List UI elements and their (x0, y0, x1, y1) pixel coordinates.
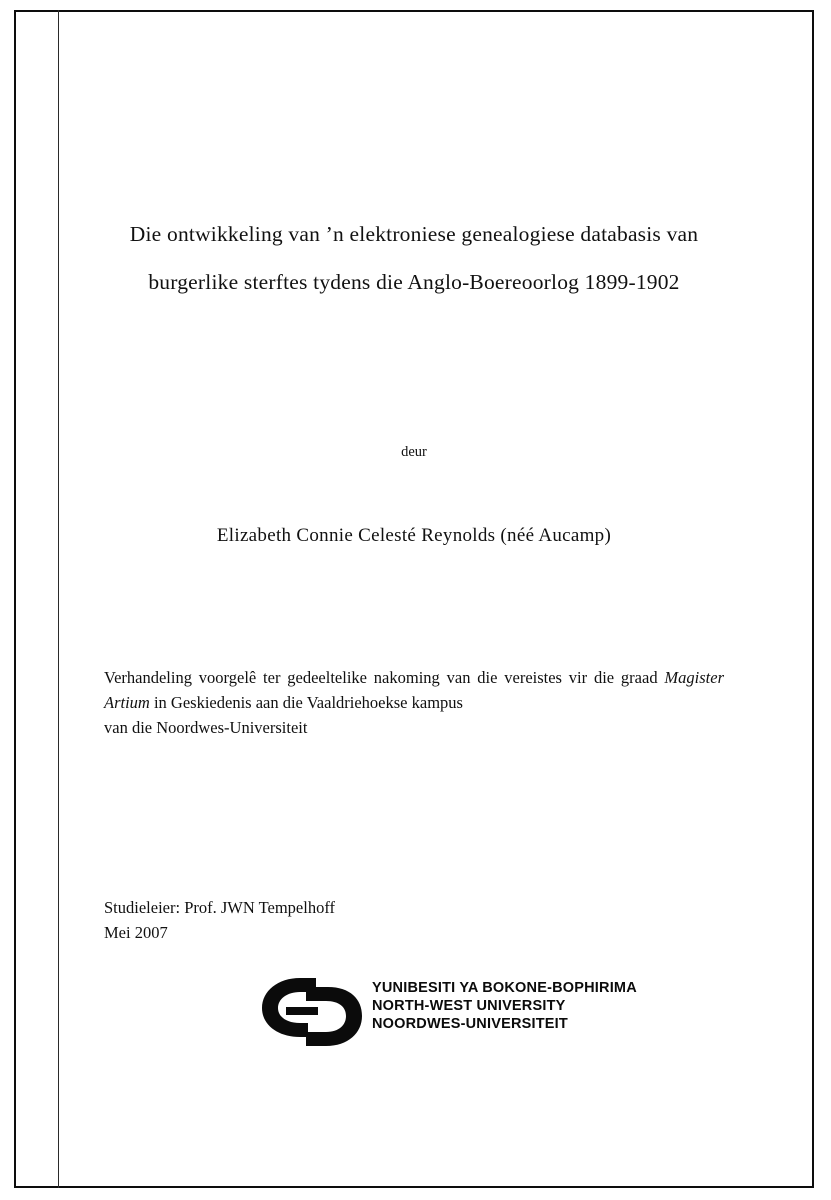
page-gutter-line (58, 10, 59, 1188)
statement-part-1: Verhandeling voorgelê ter gedeeltelike nakoming van die vereistes vir die graad (104, 668, 665, 687)
degree-statement (104, 665, 724, 740)
title-line-1: Die ontwikkeling van ’n elektroniese genealogiese databasis van (129, 222, 699, 246)
title-line-2: burgerlike sterftes tydens die Anglo-Boereoorlog 1899-1902 (148, 270, 680, 294)
logo-text-line-1: YUNIBESITI YA BOKONE-BOPHIRIMA (372, 980, 637, 996)
university-logo (256, 973, 676, 1051)
page-content (100, 10, 760, 1188)
statement-part-2: in Geskiedenis aan die Vaaldriehoekse kampus (149, 693, 463, 712)
author-name: Elizabeth Connie Celesté Reynolds (néé Aucamp) (216, 525, 612, 546)
statement-line-3: van die Noordwes-Universiteit (104, 718, 308, 737)
logo-text-line-2: NORTH-WEST UNIVERSITY (372, 998, 566, 1014)
supervisor-block (104, 895, 724, 945)
logo-text-line-3: NOORDWES-UNIVERSITEIT (372, 1016, 568, 1032)
degree-statement-paragraph (104, 665, 724, 715)
page-title (100, 210, 728, 306)
date-line: Mei 2007 (104, 923, 168, 942)
nwu-logo-mark-icon (256, 975, 368, 1049)
supervisor-line: Studieleier: Prof. JWN Tempelhoff (104, 898, 336, 917)
degree-name: Magister Artium (104, 668, 724, 712)
by-word: deur (401, 444, 427, 460)
university-logo-text (372, 979, 637, 1033)
